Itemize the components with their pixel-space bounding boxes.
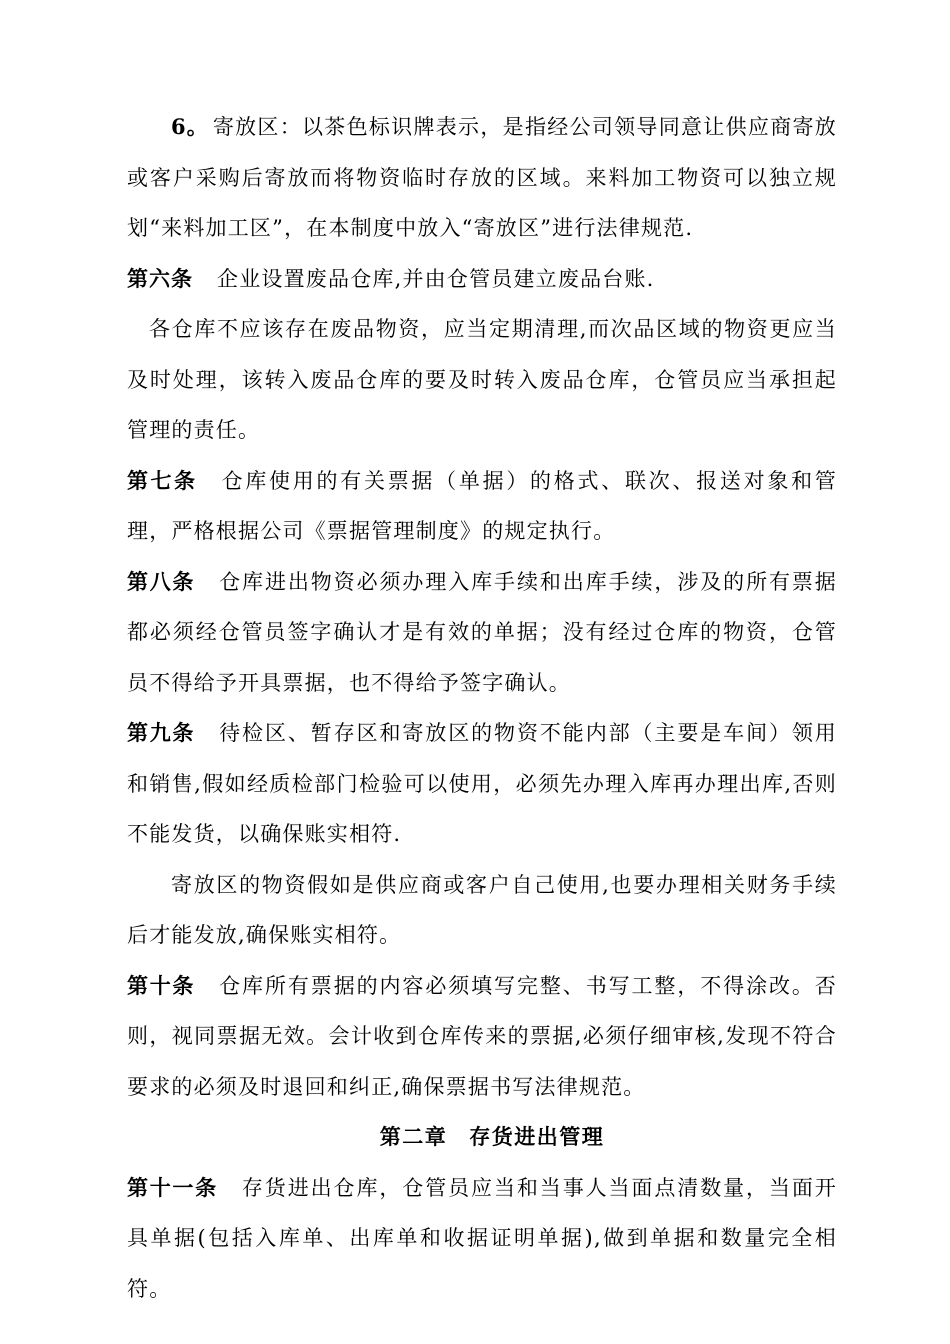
document-page <box>127 102 837 1314</box>
article-11-paragraph <box>127 1163 837 1315</box>
article-6-text: 企业设置废品仓库,并由仓管员建立废品台账. <box>217 266 655 291</box>
section-6-number: 6。 <box>171 114 209 139</box>
article-11-number: 第十一条 <box>127 1174 218 1200</box>
article-9-paragraph <box>127 708 837 860</box>
article-10-number: 第十条 <box>127 972 196 998</box>
article-6-paragraph <box>127 254 837 305</box>
article-7-number: 第七条 <box>127 467 198 493</box>
article-9-number: 第九条 <box>127 720 196 745</box>
article-10-paragraph <box>127 961 837 1113</box>
section-6-paragraph <box>127 102 837 254</box>
section-6-text: 寄放区：以茶色标识牌表示，是指经公司领导同意让供应商寄放或客户采购后寄放而将物资临时存放的区域。来料加工物资可以独立规划“来料加工区”，在本制度中放入“寄放区”进行法律规范. <box>127 115 837 240</box>
chapter-2-heading <box>127 1112 837 1163</box>
article-7-paragraph <box>127 456 837 557</box>
chapter-2-number: 第二章 <box>379 1124 448 1149</box>
article-8-text: 仓库进出物资必须办理入库手续和出库手续，涉及的所有票据都必须经仓管员签字确认才是有效的单据；没有经过仓库的物资，仓管员不得给予开具票据，也不得给予签字确认。 <box>127 569 838 695</box>
article-9-text: 待检区、暂存区和寄放区的物资不能内部（主要是车间）领用和销售,假如经质检部门检验可以使用，必须先办理入库再办理出库,否则不能发货，以确保账实相符. <box>127 721 838 846</box>
article-6-continuation: 各仓库不应该存在废品物资，应当定期清理,而次品区域的物资更应当及时处理，该转入废品仓库的要及时转入废品仓库，仓管员应当承担起管理的责任。 <box>127 317 837 442</box>
chapter-2-title: 存货进出管理 <box>469 1124 605 1149</box>
article-8-paragraph <box>127 557 837 709</box>
article-10-text: 仓库所有票据的内容必须填写完整、书写工整，不得涂改。否则，视同票据无效。会计收到仓库传来的票据,必须仔细审核,发现不符合要求的必须及时退回和纠正,确保票据书写法律规范。 <box>127 973 838 1099</box>
article-6-number: 第六条 <box>127 265 193 291</box>
article-9-continuation: 寄放区的物资假如是供应商或客户自己使用,也要办理相关财务手续后才能发放,确保账实相符。 <box>127 872 837 947</box>
article-7-text: 仓库使用的有关票据（单据）的格式、联次、报送对象和管理，严格根据公司《票据管理制度》的规定执行。 <box>127 468 838 543</box>
article-8-number: 第八条 <box>127 568 196 594</box>
article-11-text: 存货进出仓库，仓管员应当和当事人当面点清数量，当面开具单据(包括入库单、出库单和收据证明单据),做到单据和数量完全相符。 <box>127 1175 838 1301</box>
